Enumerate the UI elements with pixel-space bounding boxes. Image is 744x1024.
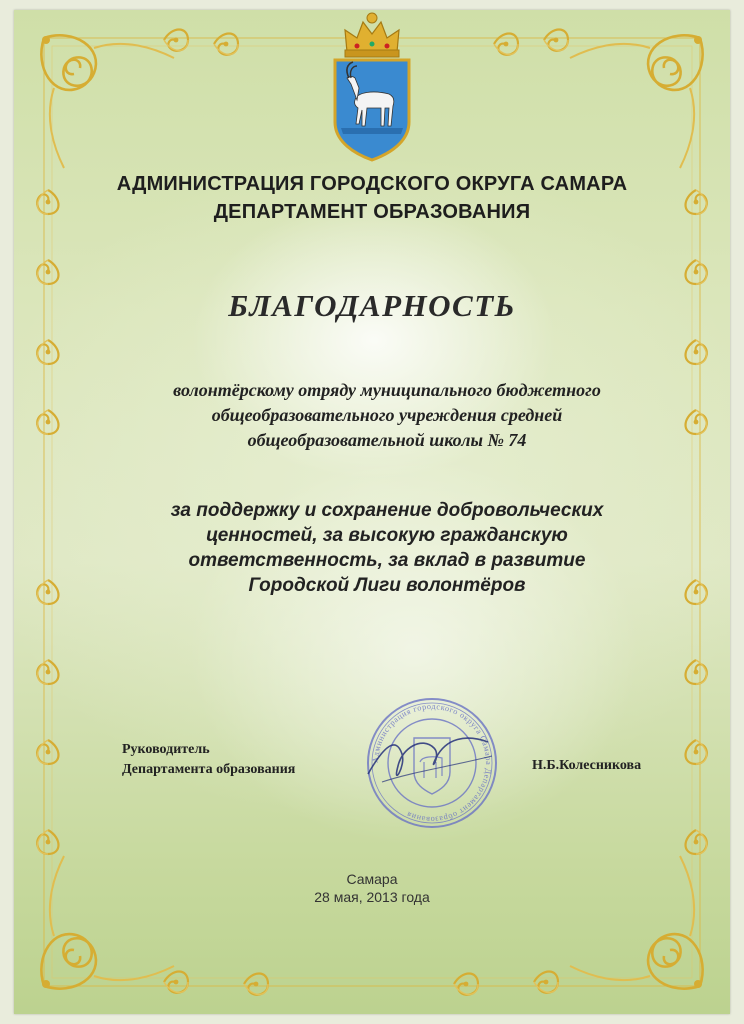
issuer-department: ДЕПАРТАМЕНТ ОБРАЗОВАНИЯ xyxy=(213,201,531,223)
official-stamp-icon xyxy=(362,696,502,830)
signatory-role-line: Руководитель xyxy=(122,742,210,757)
issue-place-date xyxy=(14,870,730,906)
signatory-role xyxy=(122,740,295,780)
issue-city: Самара xyxy=(346,871,398,887)
svg-text:Администрация городского округ: Администрация городского округа Самара Департамент образования xyxy=(370,701,494,825)
crown-icon xyxy=(345,13,399,57)
signatory-role-line: Департамента образования xyxy=(122,762,296,777)
certificate-title: БЛАГОДАРНОСТЬ xyxy=(228,288,516,323)
reason-line: ответственность, за вклад в развитие xyxy=(188,550,586,571)
recipient-block xyxy=(44,378,730,453)
reason-line: ценностей, за высокую гражданскую xyxy=(206,525,568,546)
recipient-line: общеобразовательной школы № 74 xyxy=(247,430,527,450)
recipient-line: волонтёрскому отряду муниципального бюджетного xyxy=(173,380,601,400)
recipient-line: общеобразовательного учреждения средней xyxy=(211,405,563,425)
certificate-sheet xyxy=(14,10,730,1014)
issue-date: 28 мая, 2013 года xyxy=(314,889,430,905)
reason-line: Городской Лиги волонтёров xyxy=(248,575,526,596)
issuer-header xyxy=(14,170,730,226)
issuer-administration: АДМИНИСТРАЦИЯ ГОРОДСКОГО ОКРУГА САМАРА xyxy=(116,173,628,195)
samara-coat-of-arms-icon xyxy=(327,4,417,164)
reason-line: за поддержку и сохранение добровольческих xyxy=(170,500,604,521)
signatory-name: Н.Б.Колесникова xyxy=(532,758,642,773)
reason-block xyxy=(44,498,730,598)
